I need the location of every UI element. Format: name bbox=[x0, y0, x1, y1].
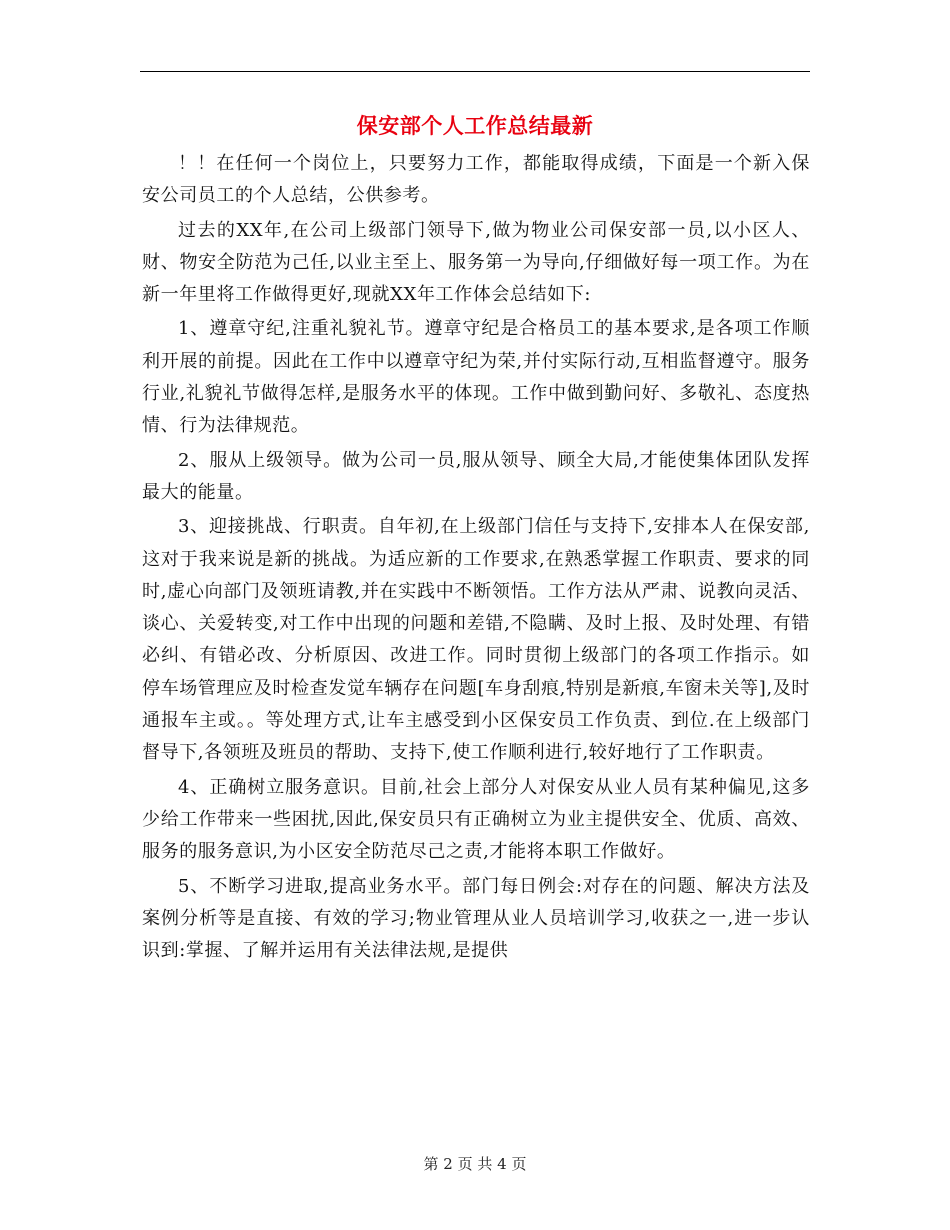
paragraph-item-5: 5、不断学习进取,提高业务水平。部门每日例会:对存在的问题、解决方法及案例分析等是直接、有效的学习;物业管理从业人员培训学习,收获之一,进一步认识到:掌握、了解并运用有关法律法规,是提供 bbox=[142, 875, 810, 962]
page-number: 第 2 页 共 4 页 bbox=[423, 1155, 527, 1173]
paragraph-item-2: 2、服从上级领导。做为公司一员,服从领导、顾全大局,才能使集体团队发挥最大的能量。 bbox=[142, 449, 810, 503]
paragraph-item-3: 3、迎接挑战、行职责。自年初,在上级部门信任与支持下,安排本人在保安部,这对于我来说是新的挑战。为适应新的工作要求,在熟悉掌握工作职责、要求的同时,虚心向部门及领班请教,并在实践中不断领悟。工作方法从严肃、说教向灵活、谈心、关爱转变,对工作中出现的问题和差错,不隐瞒、及时上报、及时处理、有错必纠、有错必改、分析原因、改进工作。同时贯彻上级部门的各项工作指示。如停车场管理应及时检查发觉车辆存在问题[车身刮痕,特别是新痕,车窗未关等],及时通报车主或。。等处理方式,让车主感受到小区保安员工作负责、到位.在上级部门督导下,各领班及班员的帮助、支持下,使工作顺利进行,较好地行了工作职责。 bbox=[142, 516, 810, 764]
header-rule bbox=[140, 71, 810, 72]
paragraph-intro: ！！在任何一个岗位上，只要努力工作，都能取得成绩，下面是一个新入保安公司员工的个人总结，公供参考。 bbox=[142, 153, 810, 207]
paragraph-overview: 过去的XX年,在公司上级部门领导下,做为物业公司保安部一员,以小区人、财、物安全防范为己任,以业主至上、服务第一为导向,仔细做好每一项工作。为在新一年里将工作做得更好,现就XX年工作体会总结如下: bbox=[142, 219, 810, 306]
paragraph-item-1: 1、遵章守纪,注重礼貌礼节。遵章守纪是合格员工的基本要求,是各项工作顺利开展的前提。因此在工作中以遵章守纪为荣,并付实际行动,互相监督遵守。服务行业,礼貌礼节做得怎样,是服务水平的体现。工作中做到勤问好、多敬礼、态度热情、行为法律规范。 bbox=[142, 318, 810, 437]
document-title: 保安部个人工作总结最新 bbox=[356, 114, 594, 138]
document-body bbox=[142, 148, 810, 969]
paragraph-item-4: 4、正确树立服务意识。目前,社会上部分人对保安从业人员有某种偏见,这多少给工作带来一些困扰,因此,保安员只有正确树立为业主提供安全、优质、高效、服务的服务意识,为小区安全防范尽己之责,才能将本职工作做好。 bbox=[142, 776, 810, 863]
